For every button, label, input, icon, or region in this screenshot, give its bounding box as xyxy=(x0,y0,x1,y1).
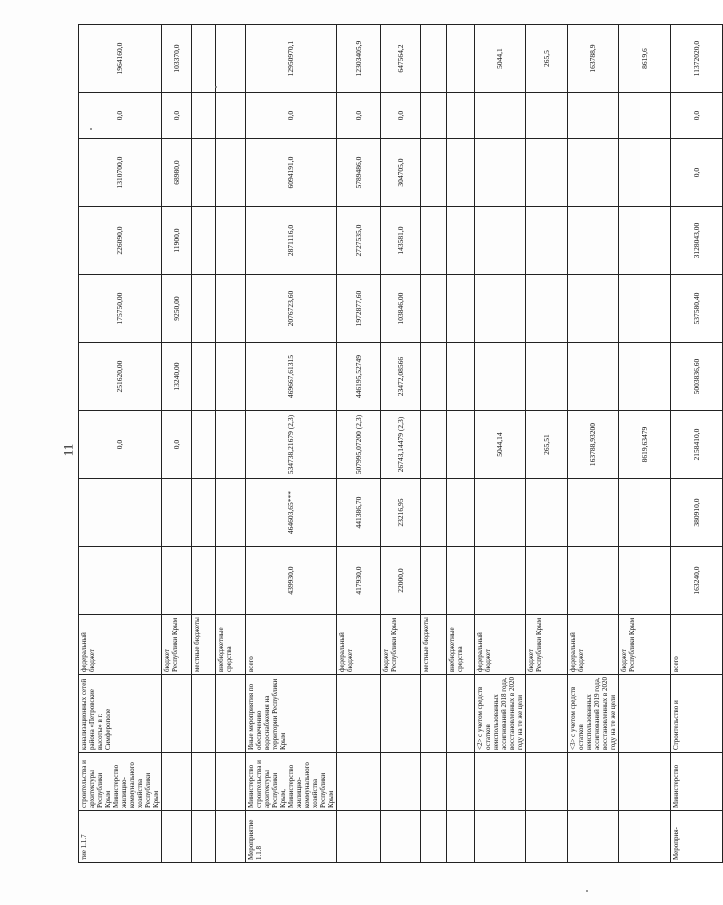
table-cell xyxy=(421,343,447,411)
table-cell xyxy=(192,207,216,275)
scan-speck xyxy=(586,890,588,892)
table-cell: 175750,00 xyxy=(79,275,162,343)
table-cell xyxy=(568,547,619,615)
table-row xyxy=(475,25,526,863)
table-cell: 464603,65*** xyxy=(246,479,337,547)
table-cell: внебюджетные средства xyxy=(447,615,475,675)
table-cell xyxy=(475,275,526,343)
table-cell: бюджет Республики Крым xyxy=(526,615,568,675)
table-cell: местные бюджеты xyxy=(421,615,447,675)
table-cell: 507995,07200 (2,3) xyxy=(337,411,381,479)
table-cell: 9250,00 xyxy=(162,275,192,343)
table-cell xyxy=(192,343,216,411)
table-cell xyxy=(421,207,447,275)
table-cell: 8619,63479 xyxy=(619,411,671,479)
table-body xyxy=(79,25,723,863)
scan-speck xyxy=(215,86,217,88)
table-cell: 13240,00 xyxy=(162,343,192,411)
table-cell xyxy=(162,811,192,863)
table-cell: 439930,0 xyxy=(246,547,337,615)
table-cell xyxy=(192,275,216,343)
table-cell: 0,0 xyxy=(79,411,162,479)
table-cell: бюджет Республики Крым xyxy=(619,615,671,675)
table-cell xyxy=(421,675,447,753)
table-cell xyxy=(447,207,475,275)
rotated-table-wrapper xyxy=(78,25,701,863)
table-cell: внебюджетные средства xyxy=(216,615,246,675)
scan-speck xyxy=(90,128,92,130)
table-cell xyxy=(568,275,619,343)
table-cell: <2> с учетом средств остатков неиспользованных ассигнований 2018 года, восстановленных в 2020 году на те же цели xyxy=(475,675,526,753)
table-cell: 5789486,0 xyxy=(337,139,381,207)
table-cell xyxy=(162,753,192,811)
table-cell: канализационных сетей района «Петровские высоты» в г. Симферополе xyxy=(79,675,162,753)
table-cell: Иные мероприятия по обеспечению водоснабжения на территории Республики Крым xyxy=(246,675,337,753)
table-cell: 0,0 xyxy=(381,93,421,139)
table-cell: 163788,9 xyxy=(568,25,619,93)
table-cell xyxy=(447,811,475,863)
table-cell: федеральный бюджет xyxy=(79,615,162,675)
table-cell xyxy=(216,25,246,93)
table-cell: 1972877,60 xyxy=(337,275,381,343)
table-cell xyxy=(192,675,216,753)
table-cell xyxy=(216,275,246,343)
table-cell: 0,0 xyxy=(246,93,337,139)
table-cell: 2076723,60 xyxy=(246,275,337,343)
table-cell xyxy=(619,93,671,139)
table-cell: 0,0 xyxy=(671,139,723,207)
table-cell: 22000,0 xyxy=(381,547,421,615)
table-cell xyxy=(337,675,381,753)
table-cell xyxy=(568,811,619,863)
table-cell xyxy=(568,343,619,411)
table-cell xyxy=(447,411,475,479)
table-cell: 23216,95 xyxy=(381,479,421,547)
page-number: 11 xyxy=(60,443,76,457)
table-cell xyxy=(421,811,447,863)
table-cell xyxy=(192,411,216,479)
table-cell xyxy=(447,675,475,753)
table-cell xyxy=(526,547,568,615)
table-cell xyxy=(192,25,216,93)
table-cell xyxy=(447,479,475,547)
table-cell: 265,51 xyxy=(526,411,568,479)
table-cell: 2871116,0 xyxy=(246,207,337,275)
table-row xyxy=(246,25,337,863)
table-cell: 441386,70 xyxy=(337,479,381,547)
table-cell xyxy=(337,811,381,863)
table-cell: <3> с учетом средств остатков неиспользованных ассигнований 2019 года, восстановленных в 2020 году на те же цели xyxy=(568,675,619,753)
table-cell xyxy=(162,479,192,547)
table-cell: Министерство строительства и архитектуры Республики Крым, Министерство жилищно-коммунального хозяйства Республики Крым xyxy=(246,753,337,811)
table-cell xyxy=(475,343,526,411)
table-cell xyxy=(421,547,447,615)
table-cell: 6094191,0 xyxy=(246,139,337,207)
table-cell: 251620,00 xyxy=(79,343,162,411)
table-cell xyxy=(526,93,568,139)
table-cell: 2727535,0 xyxy=(337,207,381,275)
table-cell xyxy=(216,547,246,615)
table-cell xyxy=(619,547,671,615)
table-cell xyxy=(475,547,526,615)
table-cell xyxy=(216,411,246,479)
table-cell xyxy=(421,139,447,207)
table-cell: 469667,61315 xyxy=(246,343,337,411)
table-cell xyxy=(475,139,526,207)
table-cell xyxy=(619,275,671,343)
table-cell xyxy=(216,207,246,275)
table-cell xyxy=(475,753,526,811)
table-cell: 647564,2 xyxy=(381,25,421,93)
table-cell xyxy=(216,343,246,411)
table-row xyxy=(216,25,246,863)
table-cell xyxy=(619,207,671,275)
table-cell xyxy=(162,547,192,615)
table-cell: 11900,0 xyxy=(162,207,192,275)
table-cell xyxy=(192,139,216,207)
table-cell xyxy=(421,753,447,811)
table-cell: 1964160,0 xyxy=(79,25,162,93)
table-cell: Строительство и xyxy=(671,675,723,753)
table-cell: 0,0 xyxy=(337,93,381,139)
table-cell xyxy=(216,93,246,139)
table-cell: 163240,0 xyxy=(671,547,723,615)
table-cell: 11372020,0 xyxy=(671,25,723,93)
table-cell xyxy=(526,207,568,275)
table-row xyxy=(568,25,619,863)
table-cell: федеральный бюджет xyxy=(475,615,526,675)
table-cell: 446195,52749 xyxy=(337,343,381,411)
table-cell: 3128043,00 xyxy=(671,207,723,275)
table-cell: 143581,0 xyxy=(381,207,421,275)
table-cell: 23472,08566 xyxy=(381,343,421,411)
table-cell: 534738,21679 (2,3) xyxy=(246,411,337,479)
table-cell xyxy=(79,547,162,615)
table-cell: 1310700,0 xyxy=(79,139,162,207)
table-cell xyxy=(475,93,526,139)
table-cell: 163788,93200 xyxy=(568,411,619,479)
table-row xyxy=(671,25,723,863)
table-cell: 0,0 xyxy=(671,93,723,139)
table-cell: 0,0 xyxy=(79,93,162,139)
table-cell xyxy=(619,753,671,811)
table-cell: 103370,0 xyxy=(162,25,192,93)
table-row xyxy=(192,25,216,863)
table-cell: Министерство xyxy=(671,753,723,811)
table-cell xyxy=(447,547,475,615)
table-cell xyxy=(381,811,421,863)
table-cell: 5044,1 xyxy=(475,25,526,93)
table-cell xyxy=(568,139,619,207)
table-cell: федеральный бюджет xyxy=(337,615,381,675)
table-cell xyxy=(79,479,162,547)
table-cell xyxy=(526,753,568,811)
table-cell xyxy=(475,207,526,275)
table-cell xyxy=(421,411,447,479)
table-cell: Мероприятие 1.1.8 xyxy=(246,811,337,863)
table-cell xyxy=(337,753,381,811)
table-cell: 12303405,9 xyxy=(337,25,381,93)
table-cell xyxy=(568,207,619,275)
table-cell xyxy=(619,139,671,207)
table-row xyxy=(421,25,447,863)
table-cell: Мероприя- xyxy=(671,811,723,863)
table-cell: 304705,0 xyxy=(381,139,421,207)
table-cell: 26743,14479 (2,3) xyxy=(381,411,421,479)
table-cell: 0,0 xyxy=(162,411,192,479)
table-cell: 0,0 xyxy=(162,93,192,139)
table-cell: 12950970,1 xyxy=(246,25,337,93)
table-cell: бюджет Республики Крым xyxy=(162,615,192,675)
table-cell xyxy=(447,343,475,411)
table-cell: 2158410,0 xyxy=(671,411,723,479)
table-cell xyxy=(619,811,671,863)
table-cell: всего xyxy=(246,615,337,675)
table-cell xyxy=(216,479,246,547)
table-cell: строительства и архитектуры Республики Крым Министерство жилищно-коммунального хозяйства Республики Крым xyxy=(79,753,162,811)
table-cell xyxy=(447,25,475,93)
table-cell xyxy=(216,753,246,811)
table-cell: всего xyxy=(671,615,723,675)
table-cell xyxy=(526,343,568,411)
table-cell xyxy=(421,93,447,139)
table-cell xyxy=(381,675,421,753)
table-cell xyxy=(216,811,246,863)
table-cell xyxy=(619,675,671,753)
table-cell: 417930,0 xyxy=(337,547,381,615)
table-cell xyxy=(192,547,216,615)
table-cell xyxy=(421,25,447,93)
table-cell xyxy=(568,479,619,547)
table-cell: 380910,0 xyxy=(671,479,723,547)
table-row xyxy=(162,25,192,863)
table-cell xyxy=(192,811,216,863)
table-cell xyxy=(216,675,246,753)
table-cell xyxy=(447,93,475,139)
table-cell xyxy=(568,753,619,811)
table-cell: 265,5 xyxy=(526,25,568,93)
table-cell xyxy=(619,479,671,547)
table-cell: 103846,00 xyxy=(381,275,421,343)
table-cell xyxy=(447,139,475,207)
table-cell: 537580,40 xyxy=(671,275,723,343)
table-cell xyxy=(568,93,619,139)
table-cell xyxy=(447,275,475,343)
table-cell xyxy=(475,479,526,547)
table-cell: 8619,6 xyxy=(619,25,671,93)
table-row xyxy=(526,25,568,863)
table-cell: федеральный бюджет xyxy=(568,615,619,675)
table-cell xyxy=(192,753,216,811)
table-row xyxy=(619,25,671,863)
table-cell xyxy=(526,275,568,343)
table-cell xyxy=(526,675,568,753)
budget-table xyxy=(78,24,723,863)
table-cell: 226090,0 xyxy=(79,207,162,275)
table-cell xyxy=(526,139,568,207)
table-cell xyxy=(475,811,526,863)
table-cell: 5044,14 xyxy=(475,411,526,479)
table-cell: местные бюджеты xyxy=(192,615,216,675)
table-cell xyxy=(216,139,246,207)
table-cell xyxy=(526,811,568,863)
table-row xyxy=(79,25,162,863)
table-row xyxy=(381,25,421,863)
table-cell xyxy=(421,479,447,547)
table-cell: 5003836,60 xyxy=(671,343,723,411)
table-cell xyxy=(526,479,568,547)
table-cell: бюджет Республики Крым xyxy=(381,615,421,675)
table-cell xyxy=(619,343,671,411)
table-cell xyxy=(192,93,216,139)
table-row xyxy=(447,25,475,863)
table-cell: 68980,0 xyxy=(162,139,192,207)
table-cell: тие 1.1.7 xyxy=(79,811,162,863)
table-cell xyxy=(192,479,216,547)
table-cell xyxy=(421,275,447,343)
table-cell xyxy=(162,675,192,753)
table-cell xyxy=(447,753,475,811)
table-cell xyxy=(381,753,421,811)
table-row xyxy=(337,25,381,863)
